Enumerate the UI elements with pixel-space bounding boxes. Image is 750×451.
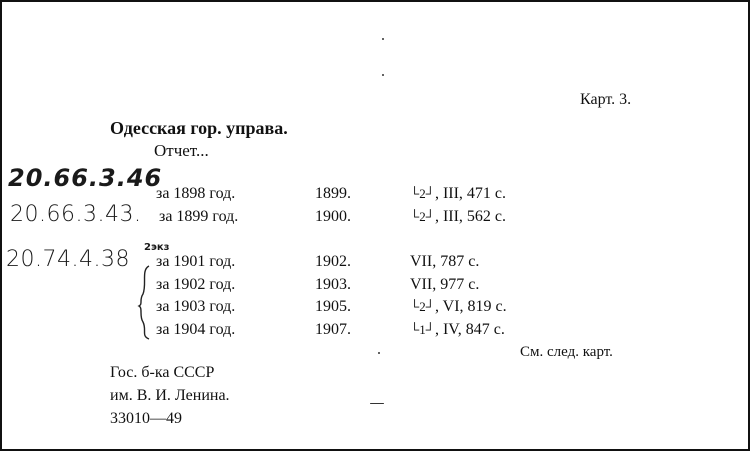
- entry-part-volume: └2┘, III, 562 с.: [410, 208, 507, 225]
- part-bracket: └2┘: [410, 186, 435, 201]
- part-bracket: └1┘: [410, 322, 435, 337]
- part-bracket: └2┘: [410, 299, 435, 314]
- card-number: Карт. 3.: [580, 91, 632, 108]
- entry-pub-year: 1900.: [315, 208, 351, 225]
- catalog-number: 33010—49: [110, 410, 182, 427]
- shelf-mark-handwritten: 20.66.3.46: [8, 164, 163, 192]
- entry-period: за 1901 год.: [156, 253, 236, 270]
- entry-period: за 1899 год.: [159, 208, 239, 225]
- entry-volume: VII, 977 с.: [410, 276, 480, 293]
- entry-volume: VII, 787 с.: [410, 253, 480, 270]
- shelf-mark-handwritten: 20.74.4.38: [6, 247, 130, 272]
- entry-pub-year: 1899.: [315, 185, 351, 202]
- speck: [370, 403, 384, 404]
- handwritten-brace: [137, 264, 153, 340]
- entry-pub-year: 1902.: [315, 253, 351, 270]
- speck: [378, 352, 380, 354]
- institution-heading: Одесская гор. управа.: [110, 118, 288, 138]
- entry-part-volume: └1┘, IV, 847 с.: [410, 321, 505, 338]
- entry-part-volume: └2┘, VI, 819 с.: [410, 298, 507, 315]
- speck: [382, 38, 384, 40]
- copies-note: 2экз: [144, 242, 170, 253]
- entry-pub-year: 1903.: [315, 276, 351, 293]
- entry-pub-year: 1907.: [315, 321, 351, 338]
- entry-pub-year: 1905.: [315, 298, 351, 315]
- entry-period: за 1903 год.: [156, 298, 236, 315]
- entry-part-volume: └2┘, III, 471 с.: [410, 185, 507, 202]
- shelf-mark-handwritten: 20.66.3.43.: [10, 202, 142, 227]
- see-next-card: См. след. карт.: [520, 344, 613, 360]
- entry-period: за 1904 год.: [156, 321, 236, 338]
- speck: [382, 74, 384, 76]
- entry-period: за 1898 год.: [156, 185, 236, 202]
- entry-period: за 1902 год.: [156, 276, 236, 293]
- library-name: Гос. б-ка СССР: [110, 364, 215, 381]
- library-name-line2: им. В. И. Ленина.: [110, 387, 230, 404]
- document-title: Отчет...: [154, 141, 209, 160]
- part-bracket: └2┘: [410, 209, 435, 224]
